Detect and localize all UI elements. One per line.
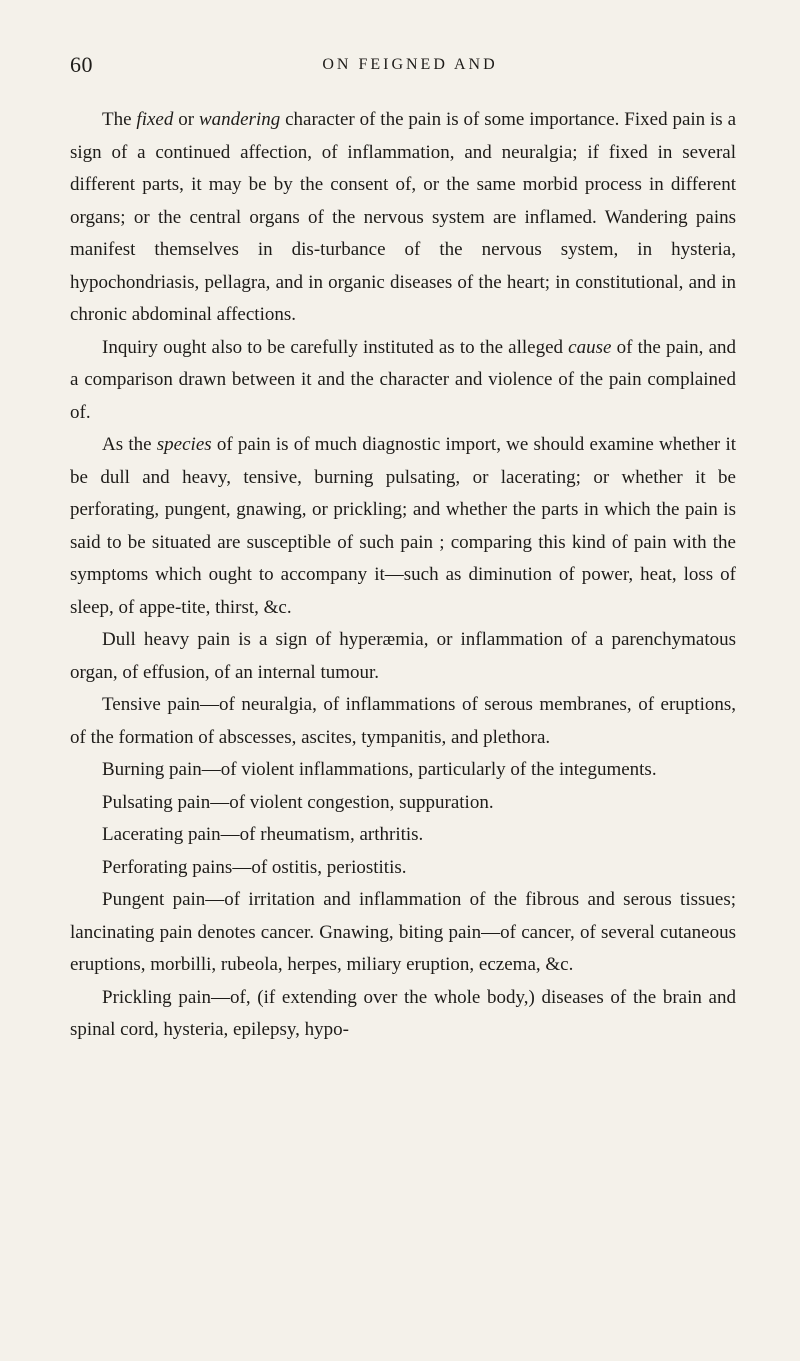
text-run: The (102, 109, 137, 130)
italic-term: wandering (198, 109, 281, 130)
text-run: or (173, 109, 199, 130)
text-run: As the (102, 434, 157, 455)
text-run: of the pain, and a comparison drawn between it and the character and violence of the pain complained of. (70, 336, 737, 423)
text-run: Tensive pain—of neuralgia, of inflammations of serous membranes, of eruptions, of the formation of abscesses, ascites, tympanitis, and plethora. (70, 694, 736, 748)
text-run: Dull heavy pain is a sign of hyperæmia, or inflammation of a parenchymatous organ, of effusion, of an internal tumour. (70, 629, 736, 683)
text-run: Prickling pain—of, (if extending over the whole body,) diseases of the brain and spinal cord, hysteria, epilepsy, hypo- (70, 986, 736, 1040)
paragraph (70, 754, 736, 787)
running-head: ON FEIGNED AND (322, 56, 498, 73)
text-run: Lacerating pain—of rheumatism, arthritis. (102, 824, 424, 845)
body-text (70, 104, 736, 1047)
italic-term: fixed (136, 109, 174, 130)
text-run: Burning pain—of violent inflammations, particularly of the integuments. (102, 759, 657, 780)
paragraph (70, 429, 736, 624)
page-header (70, 52, 750, 82)
text-run: Inquiry ought also to be carefully instituted as to the alleged (102, 336, 569, 358)
paragraph (70, 624, 736, 689)
paragraph (70, 104, 736, 332)
paragraph (70, 332, 736, 430)
paragraph (70, 787, 736, 820)
text-run: of pain is of much diagnostic import, we should examine whether it be dull and heavy, tensive, burning pulsating, or lacerating; or whether it be perforating, pungent, gnawing, or prickling; and whether the parts in which the pain is said to be situated are susceptible of such pain ; comparing this kind of pain with the symptoms which ought to accompany it—such as diminution of power, heat, loss of sleep, of appe-tite, thirst, &c. (70, 434, 737, 618)
italic-term: cause (568, 336, 612, 358)
paragraph (70, 884, 736, 982)
italic-term: species (156, 434, 212, 455)
text-run: character of the pain is of some importance. Fixed pain is a sign of a continued affection, of inflammation, and neuralgia; if fixed in several different parts, it may be by the consent of, or the same morbid process in different organs; or the central organs of the nervous system are inflamed. Wandering pains manifest themselves in dis-turbance of the nervous system, in hysteria, hypochondriasis, pellagra, and in organic diseases of the heart; in constitutional, and in chronic abdominal affections. (70, 109, 737, 325)
text-run: Perforating pains—of ostitis, periostitis. (102, 856, 407, 878)
paragraph (70, 982, 736, 1047)
page-number: 60 (70, 52, 93, 77)
text-run: Pulsating pain—of violent congestion, suppuration. (102, 791, 494, 813)
paragraph (70, 852, 736, 885)
paragraph (70, 689, 736, 754)
text-run: Pungent pain—of irritation and inflammation of the fibrous and serous tissues; lancinating pain denotes cancer. Gnawing, biting pain—of cancer, of several cutaneous eruptions, morbilli, rubeola, herpes, miliary eruption, eczema, &c. (70, 889, 736, 975)
paragraph (70, 819, 736, 852)
